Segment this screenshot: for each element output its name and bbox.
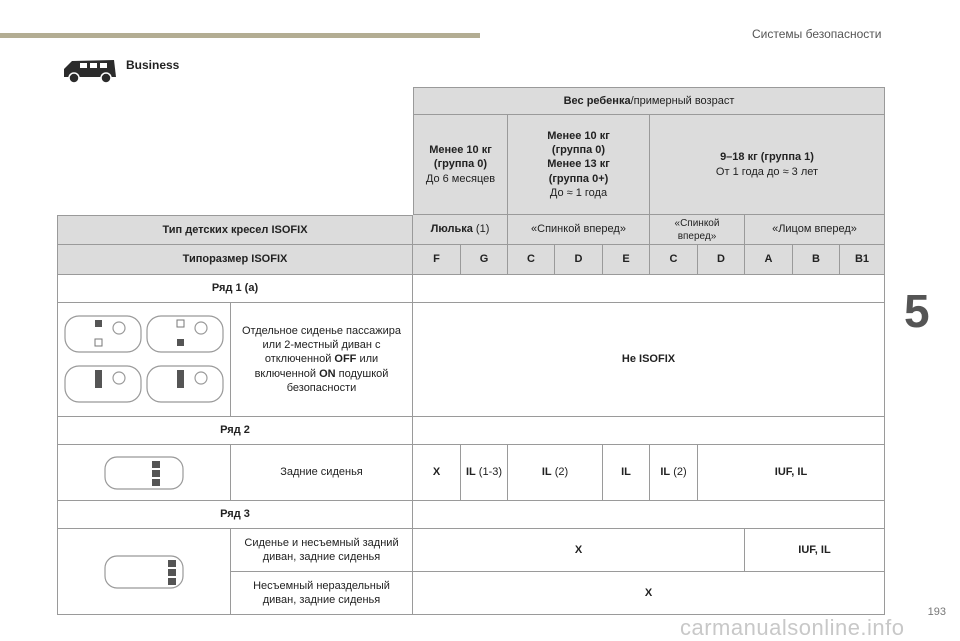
row1-title: Ряд 1 (a) bbox=[57, 275, 413, 303]
row1-title-spacer bbox=[413, 275, 885, 303]
row3-value-a-forward: IUF, IL bbox=[745, 529, 885, 572]
chapter-number: 5 bbox=[904, 285, 930, 337]
row2-seat-diagram bbox=[57, 445, 231, 501]
row2-value: IL (1-3) bbox=[461, 445, 508, 501]
size-class-cell: D bbox=[555, 245, 603, 275]
size-class-cell: C bbox=[650, 245, 698, 275]
group-0-header: Менее 10 кг (группа 0) До 6 месяцев bbox=[413, 115, 508, 215]
size-class-cell: G bbox=[461, 245, 508, 275]
isofix-type-label: Тип детских кресел ISOFIX bbox=[57, 215, 413, 245]
isofix-table bbox=[57, 87, 885, 607]
size-class-cell: E bbox=[603, 245, 650, 275]
type-rear-facing-1: «Спинкой вперед» bbox=[650, 215, 745, 245]
size-class-cell: B bbox=[793, 245, 840, 275]
row2-value: IL (2) bbox=[508, 445, 603, 501]
size-class-cell: D bbox=[698, 245, 745, 275]
front-seat-diagrams bbox=[57, 303, 231, 417]
row2-value: X bbox=[413, 445, 461, 501]
front-seat-layout-icon bbox=[61, 310, 227, 410]
row2-value: IUF, IL bbox=[698, 445, 885, 501]
row3-title: Ряд 3 bbox=[57, 501, 413, 529]
type-rear-facing-0plus: «Спинкой вперед» bbox=[508, 215, 650, 245]
row2-value: IL (2) bbox=[650, 445, 698, 501]
row3-title-spacer bbox=[413, 501, 885, 529]
second-row-layout-icon bbox=[102, 453, 186, 493]
group-0plus-header: Менее 10 кг (группа 0) Менее 13 кг (группа 0+) До ≈ 1 года bbox=[508, 115, 650, 215]
row2-title-spacer bbox=[413, 417, 885, 445]
van-icon bbox=[60, 55, 120, 85]
type-forward-facing: «Лицом вперед» bbox=[745, 215, 885, 245]
row3-description-a: Сиденье и несъемный задний диван, задние сиденья bbox=[231, 529, 413, 572]
row3-seat-diagram bbox=[57, 529, 231, 615]
size-class-cell: F bbox=[413, 245, 461, 275]
size-class-label: Типоразмер ISOFIX bbox=[57, 245, 413, 275]
row3-value-a: X bbox=[413, 529, 745, 572]
size-class-cell: B1 bbox=[840, 245, 885, 275]
group-1-header: 9–18 кг (группа 1) От 1 года до ≈ 3 лет bbox=[650, 115, 885, 215]
row1-value: Не ISOFIX bbox=[413, 303, 885, 417]
page-number: 193 bbox=[927, 606, 946, 618]
weight-header: Вес ребенка/примерный возраст bbox=[413, 87, 885, 115]
vehicle-variant-label: Business bbox=[126, 58, 180, 72]
header-bar bbox=[0, 33, 480, 38]
row3-value-b: X bbox=[413, 572, 885, 615]
section-title: Системы безопасности bbox=[752, 27, 882, 41]
row2-description: Задние сиденья bbox=[231, 445, 413, 501]
row2-title: Ряд 2 bbox=[57, 417, 413, 445]
type-cradle: Люлька (1) bbox=[413, 215, 508, 245]
row3-description-b: Несъемный нераздельный диван, задние сиденья bbox=[231, 572, 413, 615]
size-class-cell: A bbox=[745, 245, 793, 275]
row2-value: IL bbox=[603, 445, 650, 501]
row1-description: Отдельное сиденье пассажира или 2-местный диван с отключенной OFF или включенной ON подушкой безопасности bbox=[231, 303, 413, 417]
third-row-layout-icon bbox=[102, 552, 186, 592]
watermark: carmanualsonline.info bbox=[680, 615, 905, 640]
size-class-cell: C bbox=[508, 245, 555, 275]
